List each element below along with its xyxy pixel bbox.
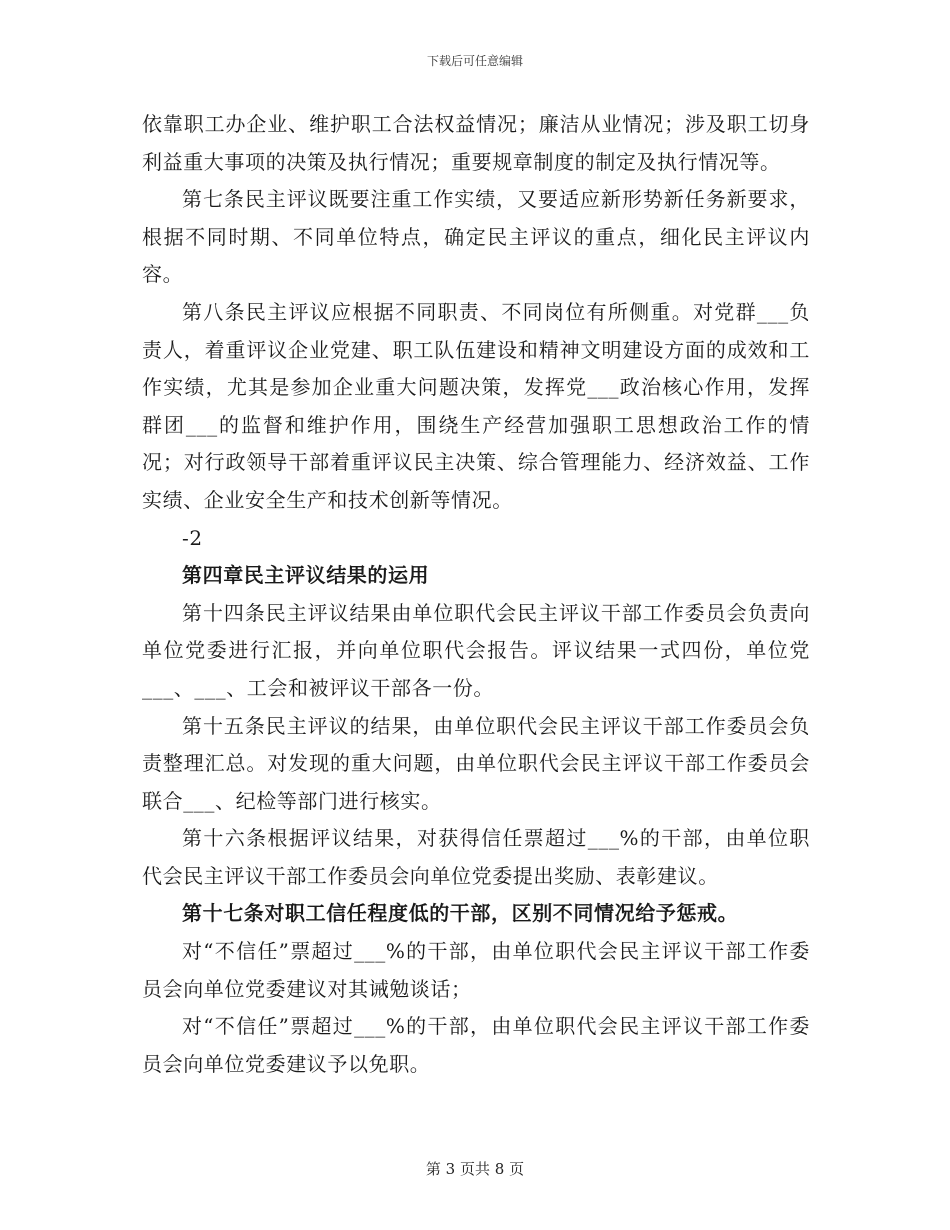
article-17: 第十七条对职工信任程度低的干部，区别不同情况给予惩戒。: [182, 901, 739, 926]
article-17-clause-2: 对“不信任”票超过___%的干部，由单位职代会民主评议干部工作委员会向单位党委建议予以免职。: [142, 1014, 810, 1076]
chapter-4-heading: 第四章民主评议结果的运用: [182, 563, 430, 588]
article-8: 第八条民主评议应根据不同职责、不同岗位有所侧重。对党群___负责人，着重评议企业党建、职工队伍建设和精神文明建设方面的成效和工作实绩，尤其是参加企业重大问题决策，发挥党___政治核心作用，发挥群团___的监督和维护作用，围绕生产经营加强职工思想政治工作的情况；对行政领导干部着重评议民主决策、综合管理能力、经济效益、工作实绩、企业安全生产和技术创新等情况。: [142, 299, 810, 512]
page-marker: -2: [182, 525, 203, 550]
page-footer: 第 3 页共 8 页: [425, 1160, 525, 1178]
article-15: 第十五条民主评议的结果，由单位职代会民主评议干部工作委员会负责整理汇总。对发现的重大问题，由单位职代会民主评议干部工作委员会联合___、纪检等部门进行核实。: [142, 713, 810, 813]
article-14: 第十四条民主评议结果由单位职代会民主评议干部工作委员会负责向单位党委进行汇报，并向单位职代会报告。评议结果一式四份，单位党___、___、工会和被评议干部各一份。: [142, 600, 810, 700]
document-body: [142, 106, 810, 1083]
paragraph-continuation: 依靠职工办企业、维护职工合法权益情况；廉洁从业情况；涉及职工切身利益重大事项的决策及执行情况；重要规章制度的制定及执行情况等。: [142, 112, 810, 174]
article-17-clause-1: 对“不信任”票超过___%的干部，由单位职代会民主评议干部工作委员会向单位党委建议对其诫勉谈话；: [142, 939, 810, 1001]
page-header: 下载后可任意编辑: [426, 54, 523, 68]
article-16: 第十六条根据评议结果，对获得信任票超过___%的干部，由单位职代会民主评议干部工作委员会向单位党委提出奖励、表彰建议。: [142, 826, 810, 888]
article-7: 第七条民主评议既要注重工作实绩，又要适应新形势新任务新要求，根据不同时期、不同单位特点，确定民主评议的重点，细化民主评议内容。: [142, 187, 810, 287]
